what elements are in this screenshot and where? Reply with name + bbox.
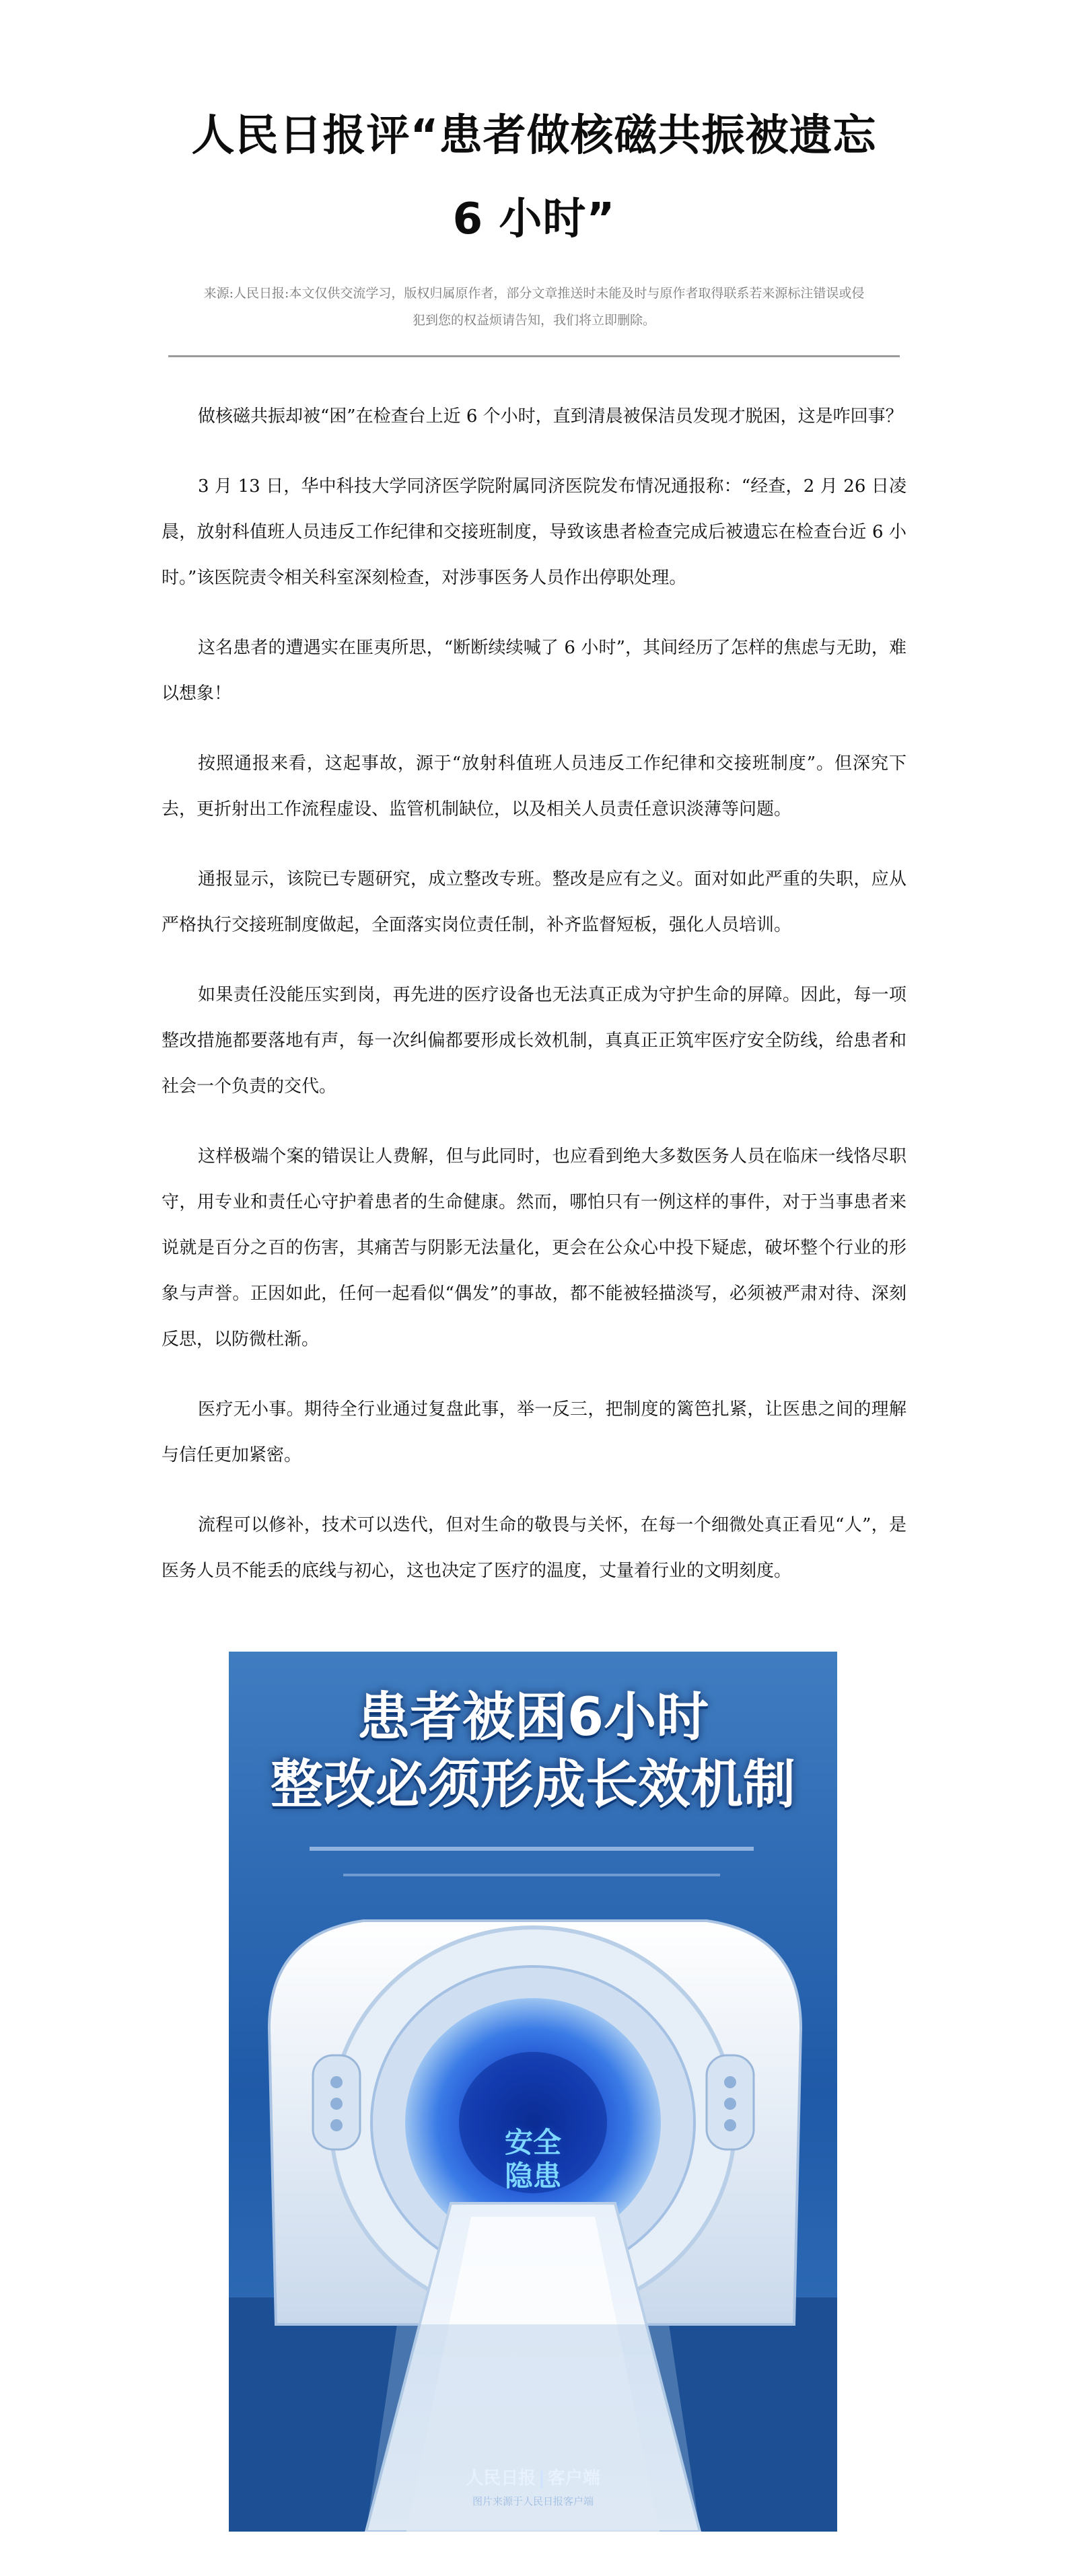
article-title-line2: 6 小时” [452,194,616,244]
source-notice [162,280,906,334]
article-title [135,94,933,261]
poster-center-text [466,2126,600,2193]
paragraph: 这样极端个案的错误让人费解，但与此同时，也应看到绝大多数医务人员在临床一线恪尽职守，用专业和责任心守护着患者的生命健康。然而，哪怕只有一例这样的事件，对于当事患者来说就是百分之百的伤害，其痛苦与阴影无法量化，更会在公众心中投下疑虑，破坏整个行业的形象与声誉。正因如此，任何一起看似“偶发”的事故，都不能被轻描淡写，必须被严肃对待、深刻反思，以防微杜渐。 [162,1146,906,1350]
source-notice-line1: 来源:人民日报:本文仅供交流学习，版权归属原作者，部分文章推送时未能及时与原作者取得联系若来源标注错误或侵 [203,286,865,301]
poster-caption: 图片来源于人民日报客户端 [472,2495,594,2507]
poster-headline-line1: 患者被困6小时 [357,1687,709,1748]
paragraph: 通报显示，该院已专题研究，成立整改专班。整改是应有之义。面对如此严重的失职，应从严格执行交接班制度做起，全面落实岗位责任制，补齐监督短板，强化人员培训。 [162,869,906,935]
paragraph: 做核磁共振却被“困”在检查台上近 6 个小时，直到清晨被保洁员发现才脱困，这是咋回事？ [198,406,903,427]
poster-logo-channel: 客户端 [547,2468,600,2489]
poster-logo [229,2464,837,2489]
paragraph: 这名患者的遭遇实在匪夷所思，“断断续续喊了 6 小时”，其间经历了怎样的焦虑与无助，难以想象！ [162,638,906,704]
source-notice-line2: 犯到您的权益烦请告知，我们将立即删除。 [412,313,655,328]
poster-logo-brand: 人民日报 [466,2468,536,2489]
paragraph: 按照通报来看，这起事故，源于“放射科值班人员违反工作纪律和交接班制度”。但深究下去，更折射出工作流程虚设、监管机制缺位，以及相关人员责任意识淡薄等问题。 [162,753,906,819]
poster-image [229,1652,837,2532]
paragraph: 如果责任没能压实到岗，再先进的医疗设备也无法真正成为守护生命的屏障。因此，每一项整改措施都要落地有声，每一次纠偏都要形成长效机制，真真正正筑牢医疗安全防线，给患者和社会一个负责的交代。 [162,985,906,1097]
paragraph: 流程可以修补，技术可以迭代，但对生命的敬畏与关怀，在每一个细微处真正看见“人”，是医务人员不能丢的底线与初心，这也决定了医疗的温度，丈量着行业的文明刻度。 [162,1515,906,1581]
poster-headline-line2: 整改必须形成长效机制 [270,1755,795,1815]
article-title-line1: 人民日报评“患者做核磁共振被遗忘 [191,111,877,161]
article-body [162,394,906,1618]
poster-center-line1: 安全 [504,2126,561,2159]
poster-logo-separator: | [538,2468,545,2489]
paragraph: 医疗无小事。期待全行业通过复盘此事，举一反三，把制度的篱笆扎紧，让医患之间的理解与信任更加紧密。 [162,1399,906,1465]
poster-center-line2: 隐患 [504,2160,561,2193]
divider [168,355,900,357]
paragraph: 3 月 13 日，华中科技大学同济医学院附属同济医院发布情况通报称：“经查，2 月 26 日凌晨，放射科值班人员违反工作纪律和交接班制度，导致该患者检查完成后被遗忘在检查台近 6 小时。”该医院责令相关科室深刻检查，对涉事医务人员作出停职处理。 [162,476,906,588]
